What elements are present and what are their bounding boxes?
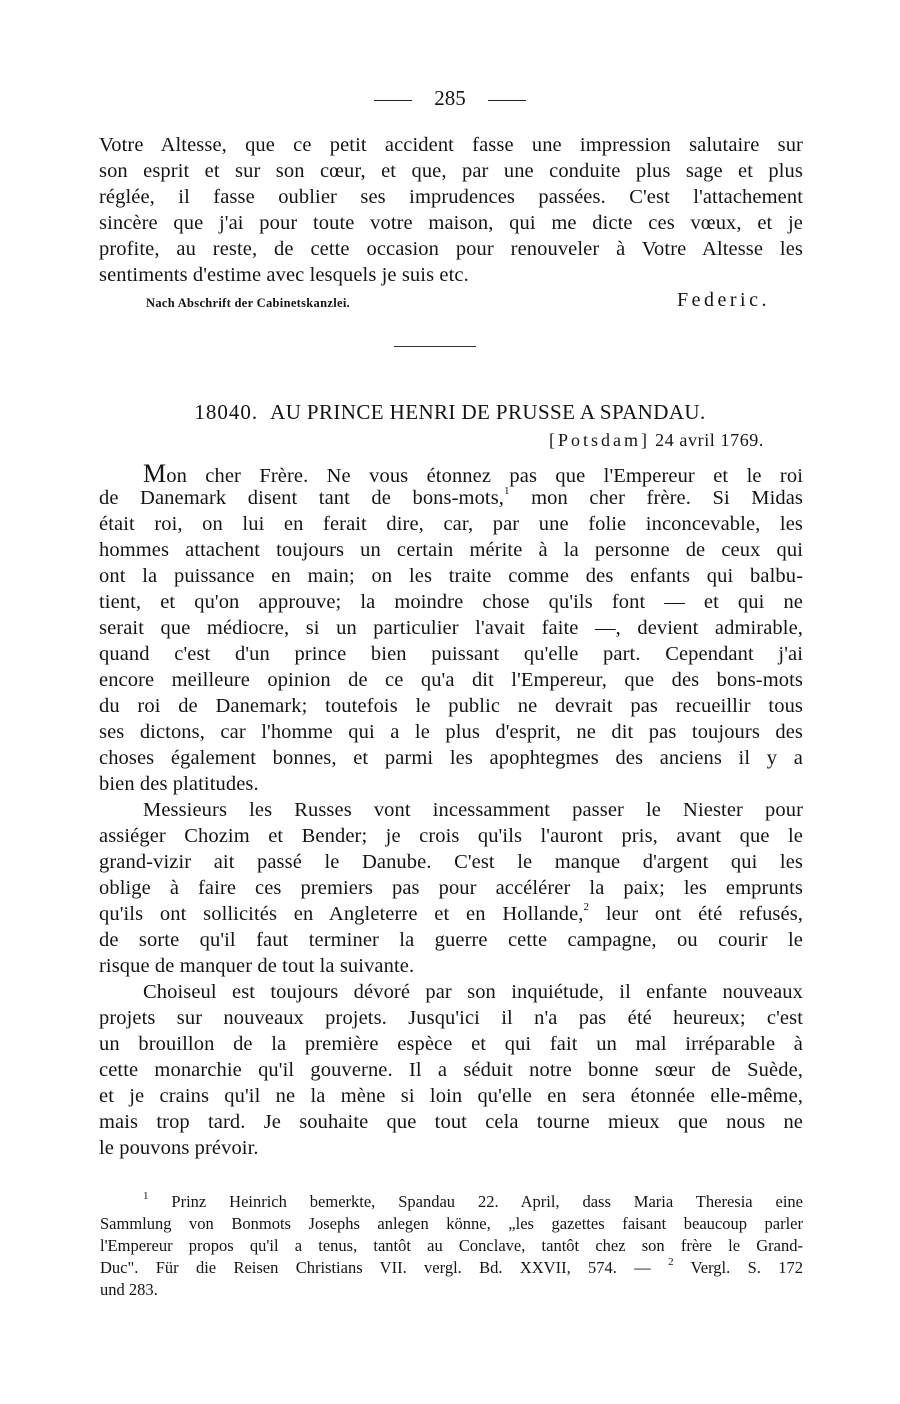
text-line: le pouvons prévoir. (99, 1137, 259, 1159)
text-span: Prinz Heinrich bemerkte, Spandau 22. April, dass Maria Theresia eine (148, 1192, 803, 1211)
separator-rule (394, 346, 476, 347)
page-header (0, 86, 900, 111)
footnote-marker: 2 (668, 1256, 674, 1268)
text-span: de Danemark disent tant de bons-mots, (99, 487, 505, 509)
salutation-initial: M (143, 459, 167, 488)
footnote-line: und 283. (100, 1280, 158, 1299)
text-line: Choiseul est toujours dévoré par son inquiétude, il enfante nouveaux (143, 981, 803, 1003)
page-number: 285 (434, 86, 466, 110)
text-line: un brouillon de la première espèce et qui fait un mal irréparable à (99, 1033, 803, 1055)
text-span: Duc". Für die Reisen Christians VII. vergl. Bd. XXVII, 574. — (100, 1258, 669, 1277)
header-dash-right (488, 100, 526, 101)
text-line: mais trop tard. Je souhaite que tout cela tourne mieux que nous ne (99, 1111, 803, 1133)
footnote-line (143, 1192, 803, 1212)
text-line: du roi de Danemark; toutefois le public ne devrait pas recueillir tous (99, 695, 803, 717)
text-line: sentiments d'estime avec lesquels je suis etc. (99, 264, 469, 286)
letter-heading (0, 400, 900, 425)
text-line: et je crains qu'il ne la mène si loin qu'elle en sera étonnée elle-même, (99, 1085, 803, 1107)
text-line: profite, au reste, de cette occasion pour renouveler à Votre Altesse les (99, 238, 803, 260)
text-line: réglée, il fasse oublier ses imprudences passées. C'est l'attachement (99, 186, 803, 208)
footnote-marker: 1 (143, 1190, 149, 1202)
text-line: quand c'est d'un prince bien puissant qu'elle part. Cependant j'ai (99, 643, 803, 665)
text-line: sincère que j'ai pour toute votre maison, qui me dicte ces vœux, et je (99, 212, 803, 234)
text-line: grand-vizir ait passé le Danube. C'est le manque d'argent qui les (99, 851, 803, 873)
text-line: Votre Altesse, que ce petit accident fasse une impression salutaire sur (99, 134, 803, 156)
date-place: [Potsdam] (549, 430, 650, 450)
text-line: ses dictons, car l'homme qui a le plus d'esprit, ne dit pas toujours des (99, 721, 803, 743)
text-line (143, 459, 803, 489)
text-span: leur ont été refusés, (589, 903, 804, 925)
header-dash-left (374, 100, 412, 101)
text-span: Vergl. S. 172 (673, 1258, 803, 1277)
text-line: bien des platitudes. (99, 773, 259, 795)
signature: Federic. (677, 289, 770, 311)
text-line: son esprit et sur son cœur, et que, par une conduite plus sage et plus (99, 160, 803, 182)
text-line: de sorte qu'il faut terminer la guerre cette campagne, ou courir le (99, 929, 803, 951)
text-line: oblige à faire ces premiers pas pour accélérer la paix; les emprunts (99, 877, 803, 899)
text-line: hommes attachent toujours un certain mérite à la personne de ceux qui (99, 539, 803, 561)
text-line (99, 487, 803, 510)
text-span: mon cher frère. Si Midas (509, 487, 804, 509)
text-line: était roi, on lui en ferait dire, car, par une folie inconcevable, les (99, 513, 803, 535)
text-line: tient, et qu'on approuve; la moindre chose qu'ils font — et qui ne (99, 591, 803, 613)
footnote-line: l'Empereur propos qu'il a tenus, tantôt au Conclave, tantôt chez son frère le Grand- (100, 1236, 803, 1255)
text-line (99, 903, 803, 926)
text-line: ont la puissance en main; on les traite comme des enfants qui balbu- (99, 565, 803, 587)
text-line: Messieurs les Russes vont incessamment passer le Niester pour (143, 799, 803, 821)
footnote-line: Sammlung von Bonmots Josephs anlegen könne, „les gazettes faisant beaucoup parler (100, 1214, 803, 1233)
letter-date (549, 430, 764, 451)
text-line: serait que médiocre, si un particulier l'avait faite —, devient admirable, (99, 617, 803, 639)
text-line: risque de manquer de tout la suivante. (99, 955, 415, 977)
letter-number: 18040. (194, 400, 259, 424)
text-line: choses également bonnes, et parmi les apophtegmes des anciens il y a (99, 747, 803, 769)
text-line: encore meilleure opinion de ce qu'a dit l'Empereur, que des bons-mots (99, 669, 803, 691)
footnote-marker: 2 (583, 901, 590, 913)
text-span: qu'ils ont sollicités en Angleterre et en Hollande, (99, 903, 584, 925)
source-note: Nach Abschrift der Cabinetskanzlei. (146, 296, 351, 310)
text-line: assiéger Chozim et Bender; je crois qu'ils l'auront pris, avant que le (99, 825, 803, 847)
text-line: projets sur nouveaux projets. Jusqu'ici il n'a pas été heureux; c'est (99, 1007, 803, 1029)
footnote-marker: 1 (504, 485, 510, 497)
letter-title: AU PRINCE HENRI DE PRUSSE A SPANDAU. (270, 400, 706, 424)
date-text: 24 avril 1769. (655, 430, 764, 450)
footnote-line (100, 1258, 803, 1278)
text-line: cette monarchie qu'il gouverne. Il a séduit notre bonne sœur de Suède, (99, 1059, 803, 1081)
text-span: on cher Frère. Ne vous étonnez pas que l'Empereur et le roi (166, 465, 803, 487)
